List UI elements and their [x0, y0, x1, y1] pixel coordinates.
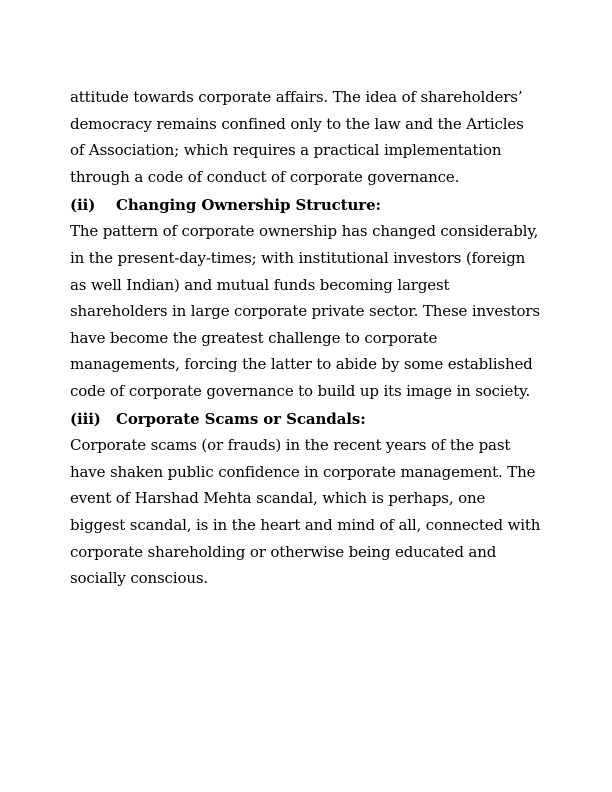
section-ii-line-4: shareholders in large corporate private sector. These investors — [70, 302, 540, 320]
section-ii-line-3: as well Indian) and mutual funds becoming largest — [70, 276, 450, 294]
section-ii-line-6: managements, forcing the latter to abide by some established — [70, 355, 533, 373]
section-iii-heading — [70, 410, 366, 428]
section-iii-line-3: event of Harshad Mehta scandal, which is perhaps, one — [70, 489, 486, 507]
intro-line-1: attitude towards corporate affairs. The idea of shareholders’ — [70, 88, 523, 106]
intro-line-4: through a code of conduct of corporate governance. — [70, 168, 460, 186]
section-ii-line-5: have become the greatest challenge to corporate — [70, 329, 438, 347]
section-iii-line-5: corporate shareholding or otherwise being educated and — [70, 543, 497, 561]
section-ii-line-7: code of corporate governance to build up its image in society. — [70, 382, 531, 400]
section-ii-line-1: The pattern of corporate ownership has changed considerably, — [70, 222, 539, 240]
section-iii-line-2: have shaken public confidence in corporate management. The — [70, 463, 536, 481]
section-ii-heading — [70, 196, 381, 214]
section-ii-title: Changing Ownership Structure: — [116, 196, 381, 214]
section-ii-number: (ii) — [70, 196, 96, 214]
section-iii-number: (iii) — [70, 410, 101, 428]
intro-line-2: democracy remains confined only to the law and the Articles — [70, 115, 524, 133]
section-ii-line-2: in the present-day-times; with institutional investors (foreign — [70, 249, 526, 267]
section-iii-line-6: socially conscious. — [70, 569, 209, 587]
section-iii-line-1: Corporate scams (or frauds) in the recent years of the past — [70, 436, 511, 454]
section-iii-line-4: biggest scandal, is in the heart and mind of all, connected with — [70, 516, 541, 534]
section-iii-title: Corporate Scams or Scandals: — [116, 410, 366, 428]
intro-line-3: of Association; which requires a practical implementation — [70, 141, 502, 159]
